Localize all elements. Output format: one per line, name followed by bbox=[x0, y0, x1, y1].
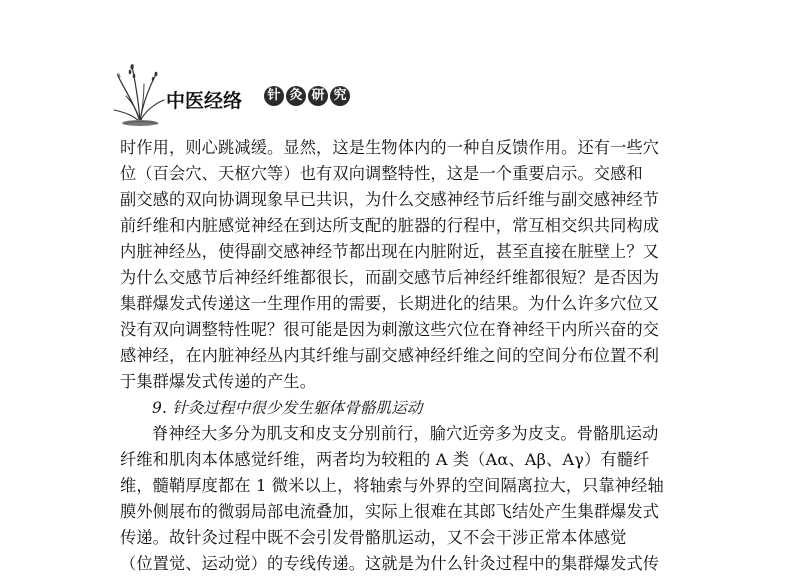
text-line: 副交感的双向协调现象早已共识，为什么交感神经节后纤维与副交感神经节 bbox=[120, 190, 660, 209]
text-line: （位置觉、运动觉）的专线传递。这就是为什么针灸过程中的集群爆发式传 bbox=[120, 554, 660, 573]
text-line: 传递。故针灸过程中既不会引发骨骼肌运动，又不会干涉正常本体感觉 bbox=[120, 528, 627, 547]
text-line: 维，髓鞘厚度都在 1 微米以上，将轴索与外界的空间隔离拉大，只靠神经轴 bbox=[120, 476, 664, 495]
seal-char-1: 针 bbox=[264, 86, 284, 106]
text-line: 纤维和肌肉本体感觉纤维，两者均为较粗的 A 类（Aα、Aβ、Aγ）有髓纤 bbox=[120, 450, 650, 469]
seal-group bbox=[264, 86, 350, 106]
text-line: 没有双向调整特性呢？很可能是因为刺激这些穴位在脊神经干内所兴奋的交 bbox=[120, 320, 660, 339]
page-body bbox=[120, 135, 680, 577]
text-line: 感神经，在内脏神经丛内其纤维与副交感神经纤维之间的空间分布位置不利 bbox=[120, 346, 660, 365]
text-line: 前纤维和内脏感觉神经在到达所支配的脏器的行程中，常互相交织共同构成 bbox=[120, 216, 660, 235]
text-line: 于集群爆发式传递的产生。 bbox=[120, 372, 317, 391]
seal-char-2: 灸 bbox=[286, 86, 306, 106]
text-line: 膜外侧展布的微弱局部电流叠加，实际上很难在其郎飞结处产生集群爆发式 bbox=[120, 502, 660, 521]
text-line: 内脏神经丛，使得副交感神经节都出现在内脏附近，甚至直接在脏壁上？又 bbox=[120, 242, 660, 261]
paragraph-2 bbox=[120, 421, 680, 577]
page-header bbox=[112, 62, 347, 128]
paragraph-1 bbox=[120, 135, 680, 395]
section-heading: 9. 针灸过程中很少发生躯体骨骼肌运动 bbox=[152, 399, 423, 417]
orchid-grass-logo-icon bbox=[112, 62, 166, 128]
seal-char-3: 研 bbox=[308, 86, 328, 106]
book-title: 中医经络 bbox=[166, 90, 243, 112]
text-line: 集群爆发式传递这一生理作用的需要，长期进化的结果。为什么许多穴位又 bbox=[120, 294, 660, 313]
text-line: 位（百会穴、天枢穴等）也有双向调整特性，这是一个重要启示。交感和 bbox=[120, 164, 643, 183]
seal-char-4: 究 bbox=[330, 86, 350, 106]
text-line: 为什么交感节后神经纤维都很长，而副交感节后神经纤维都很短？是否因为 bbox=[120, 268, 660, 287]
text-line: 脊神经大多分为肌支和皮支分别前行，腧穴近旁多为皮支。骨骼肌运动 bbox=[152, 424, 659, 443]
text-line: 时作用，则心跳减缓。显然，这是生物体内的一种自反馈作用。还有一些穴 bbox=[120, 138, 660, 157]
